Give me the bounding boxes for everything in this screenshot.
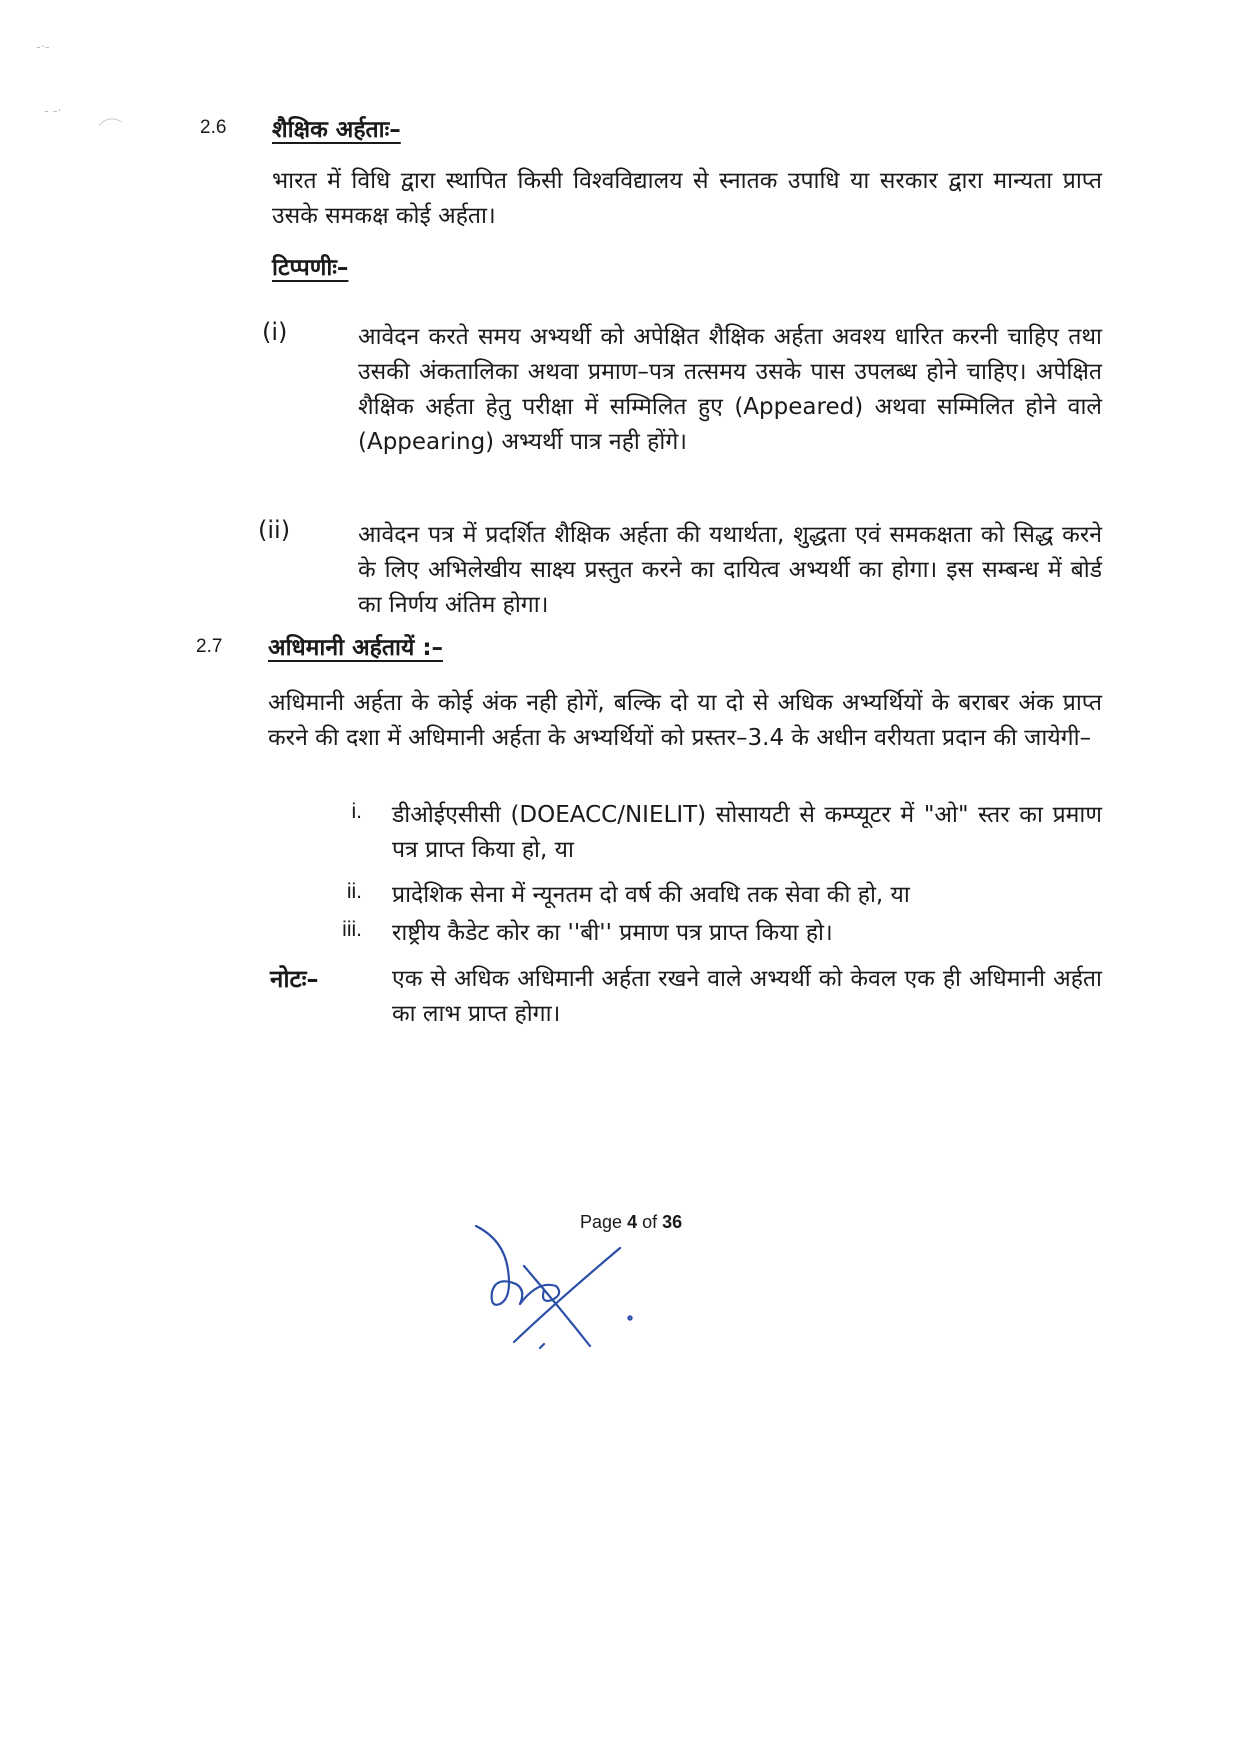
section-paragraph: अधिमानी अर्हता के कोई अंक नही होगें, बल्कि दो या दो से अधिक अभ्यर्थियों के बराबर अंक प्राप्त करने की दशा में अधिमानी अर्हता के अभ्यर्थियों को प्रस्तर–3.4 के अधीन वरीयता प्रदान की जायेगी– — [268, 690, 1102, 751]
note-heading: टिप्पणीः– — [272, 255, 349, 281]
list-item: प्रादेशिक सेना में न्यूनतम दो वर्ष की अवधि तक सेवा की हो, या — [392, 882, 910, 908]
section-paragraph: भारत में विधि द्वारा स्थापित किसी विश्वविद्यालय से स्नातक उपाधि या सरकार द्वारा मान्यता प्राप्त उसके समकक्ष कोई अर्हता। — [272, 168, 1102, 229]
page-current: 4 — [627, 1212, 638, 1232]
list-number: i. — [351, 800, 362, 823]
note-label: (ii) — [258, 516, 291, 544]
section-number: 2.6 — [200, 117, 227, 138]
page-of: of — [642, 1212, 658, 1232]
note-text: आवेदन पत्र में प्रदर्शित शैक्षिक अर्हता की यथार्थता, शुद्धता एवं समकक्षता को सिद्ध करने के लिए अभिलेखीय साक्ष्य प्रस्तुत करने का दायित्व अभ्यर्थी का होगा। इस सम्बन्ध में बोर्ड का निर्णय अंतिम होगा। — [358, 522, 1102, 618]
section-heading: शैक्षिक अर्हताः– — [272, 117, 401, 143]
list-item: डीओईएसीसी (DOEACC/NIELIT) सोसायटी से कम्प्यूटर में "ओ" स्तर का प्रमाण पत्र प्राप्त किया हो, या — [392, 802, 1102, 863]
scan-mark: -·- — [36, 40, 50, 55]
list-item: राष्ट्रीय कैडेट कोर का ''बी'' प्रमाण पत्र प्राप्त किया हो। — [392, 920, 833, 946]
page-prefix: Page — [580, 1212, 623, 1232]
note-text: आवेदन करते समय अभ्यर्थी को अपेक्षित शैक्षिक अर्हता अवश्य धारित करनी चाहिए तथा उसकी अंकतालिका अथवा प्रमाण–पत्र तत्समय उसके पास उपलब्ध होने चाहिए। अपेक्षित शैक्षिक अर्हता हेतु परीक्षा में सम्मिलित हुए (Appeared) अथवा सम्मिलित होने वाले (Appearing) अभ्यर्थी पात्र नही होंगे। — [358, 324, 1102, 455]
section-heading: अधिमानी अर्हतायें :– — [268, 635, 444, 661]
note-label: (i) — [262, 318, 288, 346]
scan-mark: - -· — [44, 104, 62, 119]
list-number: iii. — [342, 918, 362, 941]
note-label: नोटः– — [270, 965, 319, 993]
section-number: 2.7 — [196, 636, 223, 657]
signature — [460, 1218, 660, 1358]
list-number: ii. — [346, 880, 362, 903]
page-total: 36 — [662, 1212, 683, 1232]
note-text: एक से अधिक अधिमानी अर्हता रखने वाले अभ्यर्थी को केवल एक ही अधिमानी अर्हता का लाभ प्राप्त होगा। — [392, 966, 1102, 1027]
scan-arc-mark — [96, 112, 126, 128]
